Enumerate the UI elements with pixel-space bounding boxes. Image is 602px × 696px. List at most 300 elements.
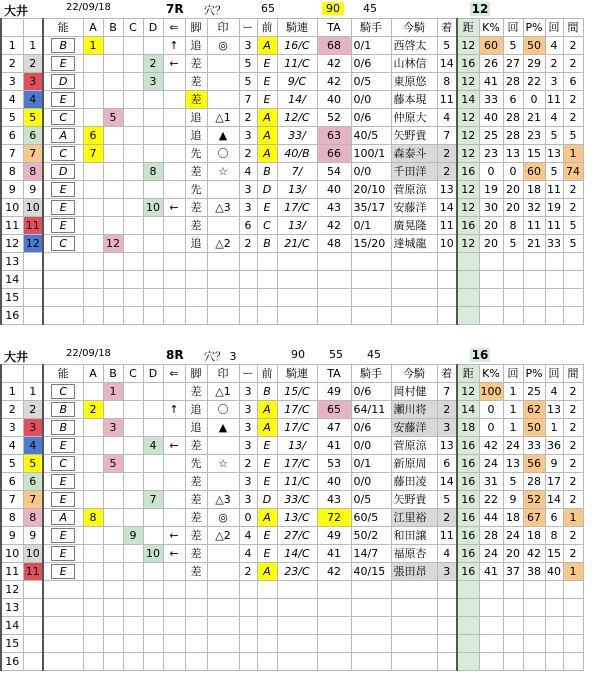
distance	[457, 635, 479, 653]
position: A	[257, 145, 277, 163]
current-jockey: 張田昂	[391, 563, 437, 581]
finish: 3	[437, 419, 457, 437]
ta	[317, 617, 351, 635]
position: B	[257, 235, 277, 253]
table-row	[1, 253, 583, 271]
jockey-combo	[277, 653, 317, 671]
interval: 2	[563, 419, 583, 437]
style: 差	[185, 473, 207, 491]
p-pct: 15	[523, 145, 545, 163]
finish: 11	[437, 91, 457, 109]
table-row	[1, 437, 583, 455]
rank-c	[123, 599, 143, 617]
style: 先	[185, 181, 207, 199]
table-row	[1, 235, 583, 253]
dash	[239, 599, 257, 617]
mark	[207, 545, 239, 563]
ability-grade: E	[51, 492, 75, 507]
col-header-rank-d: D	[143, 365, 163, 383]
rank-c	[123, 437, 143, 455]
rank-a: 8	[83, 509, 103, 527]
position: E	[257, 437, 277, 455]
jockey	[351, 253, 391, 271]
position: A	[257, 127, 277, 145]
header-number: 90	[291, 348, 305, 361]
dash: 3	[239, 437, 257, 455]
p-count: 11	[545, 217, 563, 235]
p-pct: 50	[523, 37, 545, 55]
k-count: 6	[503, 91, 523, 109]
interval	[563, 581, 583, 599]
ability-grade: D	[51, 164, 75, 179]
dash: 3	[239, 199, 257, 217]
finish: 14	[437, 199, 457, 217]
col-header-distance: 距	[457, 19, 479, 37]
move	[163, 145, 185, 163]
interval	[563, 599, 583, 617]
dash: 2	[239, 235, 257, 253]
move: ←	[163, 55, 185, 73]
col-header-dash: ー	[239, 19, 257, 37]
gate-number	[23, 653, 43, 671]
distance: 12	[457, 181, 479, 199]
ta	[317, 253, 351, 271]
k-pct: 30	[479, 199, 503, 217]
p-pct: 21	[523, 109, 545, 127]
finish: 13	[437, 181, 457, 199]
jockey: 64/11	[351, 401, 391, 419]
ability-grade: D	[51, 74, 75, 89]
mark	[207, 635, 239, 653]
gate-number	[23, 617, 43, 635]
rank-d	[143, 473, 163, 491]
mark: ▲	[207, 127, 239, 145]
gate-number	[23, 271, 43, 289]
rank-a	[83, 437, 103, 455]
col-header-k-pct: K%	[479, 19, 503, 37]
row-number: 4	[1, 91, 23, 109]
rank-b	[103, 545, 123, 563]
distance: 16	[457, 455, 479, 473]
rank-a	[83, 635, 103, 653]
jockey	[351, 581, 391, 599]
k-pct: 22	[479, 491, 503, 509]
dash: 4	[239, 527, 257, 545]
style: 差	[185, 55, 207, 73]
style	[185, 617, 207, 635]
current-jockey	[391, 289, 437, 307]
ability	[43, 455, 83, 473]
ability-grade: E	[51, 546, 75, 561]
current-jockey: 山林信	[391, 55, 437, 73]
position: A	[257, 401, 277, 419]
table-row	[1, 37, 583, 55]
k-count: 5	[503, 473, 523, 491]
p-pct: 0	[523, 91, 545, 109]
jockey: 40/5	[351, 127, 391, 145]
distance: 16	[457, 545, 479, 563]
style: 先	[185, 145, 207, 163]
k-count: 24	[503, 437, 523, 455]
jockey-combo: 7/	[277, 163, 317, 181]
row-number: 11	[1, 217, 23, 235]
ability	[43, 581, 83, 599]
finish: 2	[437, 509, 457, 527]
position: A	[257, 109, 277, 127]
gate-number: 9	[23, 181, 43, 199]
k-pct	[479, 635, 503, 653]
ability	[43, 307, 83, 325]
ability	[43, 55, 83, 73]
dash: 3	[239, 491, 257, 509]
table-row	[1, 527, 583, 545]
rank-d	[143, 253, 163, 271]
move	[163, 599, 185, 617]
position: A	[257, 37, 277, 55]
position	[257, 307, 277, 325]
mark	[207, 437, 239, 455]
style: 差	[185, 545, 207, 563]
k-count	[503, 653, 523, 671]
style: 差	[185, 527, 207, 545]
finish: 2	[437, 163, 457, 181]
rank-a	[83, 199, 103, 217]
finish	[437, 617, 457, 635]
col-header-current-jockey: 今騎	[391, 365, 437, 383]
rank-b	[103, 581, 123, 599]
rank-b	[103, 635, 123, 653]
finish	[437, 599, 457, 617]
ability	[43, 73, 83, 91]
k-pct: 44	[479, 509, 503, 527]
ability	[43, 653, 83, 671]
style: 差	[185, 491, 207, 509]
k-count: 20	[503, 199, 523, 217]
p-pct	[523, 581, 545, 599]
current-jockey	[391, 271, 437, 289]
rank-c	[123, 163, 143, 181]
jockey-combo	[277, 307, 317, 325]
row-number: 8	[1, 509, 23, 527]
col-header-mark: 印	[207, 365, 239, 383]
rank-d: 3	[143, 73, 163, 91]
distance: 12	[457, 73, 479, 91]
style	[185, 581, 207, 599]
jockey-combo: 12/C	[277, 109, 317, 127]
dash: 6	[239, 217, 257, 235]
rank-d	[143, 635, 163, 653]
jockey	[351, 271, 391, 289]
mark: △1	[207, 383, 239, 401]
rank-b	[103, 563, 123, 581]
move	[163, 473, 185, 491]
table-row	[1, 109, 583, 127]
gate-number: 5	[23, 109, 43, 127]
col-header-gate-number	[23, 19, 43, 37]
mark: △2	[207, 235, 239, 253]
ability	[43, 91, 83, 109]
mark	[207, 289, 239, 307]
distance: 12	[457, 235, 479, 253]
p-count	[545, 599, 563, 617]
table-row	[1, 383, 583, 401]
jockey-combo: 13/C	[277, 509, 317, 527]
finish: 2	[437, 145, 457, 163]
move	[163, 289, 185, 307]
mark: ◎	[207, 509, 239, 527]
interval	[563, 635, 583, 653]
p-pct: 11	[523, 217, 545, 235]
interval: 6	[563, 73, 583, 91]
finish: 6	[437, 455, 457, 473]
row-number: 14	[1, 617, 23, 635]
move: ↑	[163, 401, 185, 419]
jockey: 15/20	[351, 235, 391, 253]
interval	[563, 289, 583, 307]
dash: 3	[239, 127, 257, 145]
ta	[317, 599, 351, 617]
move	[163, 217, 185, 235]
ta: 47	[317, 419, 351, 437]
interval	[563, 653, 583, 671]
p-count	[545, 617, 563, 635]
rank-c	[123, 581, 143, 599]
position: A	[257, 419, 277, 437]
current-jockey: 安藤洋	[391, 419, 437, 437]
col-header-rank-c: C	[123, 19, 143, 37]
jockey-combo: 13/	[277, 181, 317, 199]
interval: 1	[563, 145, 583, 163]
k-count: 1	[503, 401, 523, 419]
rank-c	[123, 91, 143, 109]
dash	[239, 653, 257, 671]
current-jockey: 東原悠	[391, 73, 437, 91]
jockey-combo	[277, 581, 317, 599]
position	[257, 289, 277, 307]
rank-c	[123, 55, 143, 73]
p-pct: 56	[523, 455, 545, 473]
rank-c	[123, 653, 143, 671]
k-count: 0	[503, 163, 523, 181]
rank-d	[143, 455, 163, 473]
col-header-k-pct: K%	[479, 365, 503, 383]
rank-d: 7	[143, 491, 163, 509]
rank-c	[123, 635, 143, 653]
position: E	[257, 473, 277, 491]
rank-c	[123, 455, 143, 473]
col-header-dash: ー	[239, 365, 257, 383]
row-number: 13	[1, 253, 23, 271]
horse-table	[0, 18, 584, 325]
gate-number: 6	[23, 473, 43, 491]
dash	[239, 289, 257, 307]
rank-d	[143, 37, 163, 55]
position	[257, 271, 277, 289]
k-count: 18	[503, 509, 523, 527]
p-count: 15	[545, 545, 563, 563]
current-jockey: 森泰斗	[391, 145, 437, 163]
col-header-rank-c: C	[123, 365, 143, 383]
rank-c	[123, 307, 143, 325]
row-number: 8	[1, 163, 23, 181]
p-pct: 32	[523, 199, 545, 217]
rank-c	[123, 473, 143, 491]
current-jockey	[391, 617, 437, 635]
rank-b	[103, 653, 123, 671]
finish: 8	[437, 73, 457, 91]
ta: 40	[317, 181, 351, 199]
gate-number	[23, 581, 43, 599]
col-header-p-pct: P%	[523, 19, 545, 37]
p-pct: 21	[523, 235, 545, 253]
race-number: 8R	[166, 348, 184, 362]
row-number: 3	[1, 419, 23, 437]
interval: 2	[563, 55, 583, 73]
jockey: 100/1	[351, 145, 391, 163]
dash	[239, 307, 257, 325]
current-jockey	[391, 599, 437, 617]
position	[257, 635, 277, 653]
interval: 2	[563, 401, 583, 419]
header-number: 45	[367, 348, 381, 361]
move	[163, 617, 185, 635]
distance: 16	[457, 491, 479, 509]
mark	[207, 563, 239, 581]
ability-grade: B	[51, 38, 75, 53]
current-jockey: 新原周	[391, 455, 437, 473]
interval: 2	[563, 181, 583, 199]
p-count: 17	[545, 473, 563, 491]
ta: 63	[317, 127, 351, 145]
interval: 2	[563, 383, 583, 401]
ability	[43, 509, 83, 527]
rank-d: 10	[143, 545, 163, 563]
rank-d: 2	[143, 55, 163, 73]
p-count: 2	[545, 55, 563, 73]
table-row	[1, 163, 583, 181]
gate-number: 1	[23, 383, 43, 401]
jockey: 0/1	[351, 455, 391, 473]
style: 差	[185, 199, 207, 217]
col-header-p-pct: P%	[523, 365, 545, 383]
finish	[437, 635, 457, 653]
rank-c	[123, 617, 143, 635]
row-number: 9	[1, 527, 23, 545]
col-header-jockey-combo: 騎連	[277, 365, 317, 383]
rank-b	[103, 599, 123, 617]
gate-number	[23, 635, 43, 653]
position: E	[257, 199, 277, 217]
p-count: 5	[545, 127, 563, 145]
current-jockey	[391, 635, 437, 653]
col-header-position: 前	[257, 365, 277, 383]
style: 追	[185, 419, 207, 437]
finish: 11	[437, 527, 457, 545]
k-pct: 31	[479, 473, 503, 491]
mark: ☆	[207, 163, 239, 181]
row-number: 12	[1, 235, 23, 253]
row-number: 3	[1, 73, 23, 91]
rank-b	[103, 91, 123, 109]
p-count: 11	[545, 181, 563, 199]
table-row	[1, 491, 583, 509]
k-pct: 0	[479, 401, 503, 419]
race-header	[0, 346, 602, 364]
dash	[239, 253, 257, 271]
k-count	[503, 307, 523, 325]
move: ←	[163, 437, 185, 455]
jockey-combo: 33/	[277, 127, 317, 145]
k-pct: 28	[479, 527, 503, 545]
interval: 2	[563, 37, 583, 55]
col-header-move: ⇐	[163, 19, 185, 37]
jockey-combo: 17/C	[277, 401, 317, 419]
current-jockey: 達城龍	[391, 235, 437, 253]
mark	[207, 91, 239, 109]
k-count: 28	[503, 127, 523, 145]
p-pct: 23	[523, 127, 545, 145]
p-pct	[523, 307, 545, 325]
p-count: 3	[545, 73, 563, 91]
ta	[317, 271, 351, 289]
distance: 14	[457, 91, 479, 109]
finish: 2	[437, 401, 457, 419]
jockey-combo: 17/C	[277, 419, 317, 437]
k-count: 8	[503, 217, 523, 235]
ta: 41	[317, 437, 351, 455]
k-pct: 60	[479, 37, 503, 55]
rank-a: 2	[83, 401, 103, 419]
k-count: 1	[503, 383, 523, 401]
k-pct: 41	[479, 563, 503, 581]
k-pct: 33	[479, 91, 503, 109]
row-number: 13	[1, 599, 23, 617]
style: 先	[185, 455, 207, 473]
ability-grade: A	[51, 128, 75, 143]
ta: 42	[317, 55, 351, 73]
k-count	[503, 599, 523, 617]
rank-b	[103, 217, 123, 235]
row-number: 16	[1, 307, 23, 325]
rank-d	[143, 109, 163, 127]
move	[163, 253, 185, 271]
row-number: 7	[1, 491, 23, 509]
race-block-8r	[0, 346, 602, 671]
position	[257, 581, 277, 599]
rank-b: 5	[103, 455, 123, 473]
rank-b	[103, 37, 123, 55]
jockey-combo	[277, 617, 317, 635]
rank-d: 4	[143, 437, 163, 455]
p-count: 11	[545, 91, 563, 109]
rank-d	[143, 181, 163, 199]
p-count	[545, 581, 563, 599]
jockey-combo	[277, 253, 317, 271]
gate-number: 7	[23, 145, 43, 163]
rank-d	[143, 127, 163, 145]
row-number: 7	[1, 145, 23, 163]
distance: 16	[457, 163, 479, 181]
ability	[43, 145, 83, 163]
style	[185, 653, 207, 671]
col-header-k-count: 回	[503, 365, 523, 383]
ta	[317, 581, 351, 599]
rank-a	[83, 163, 103, 181]
move: ↑	[163, 37, 185, 55]
k-pct: 19	[479, 181, 503, 199]
jockey-combo: 40/B	[277, 145, 317, 163]
ta: 42	[317, 563, 351, 581]
